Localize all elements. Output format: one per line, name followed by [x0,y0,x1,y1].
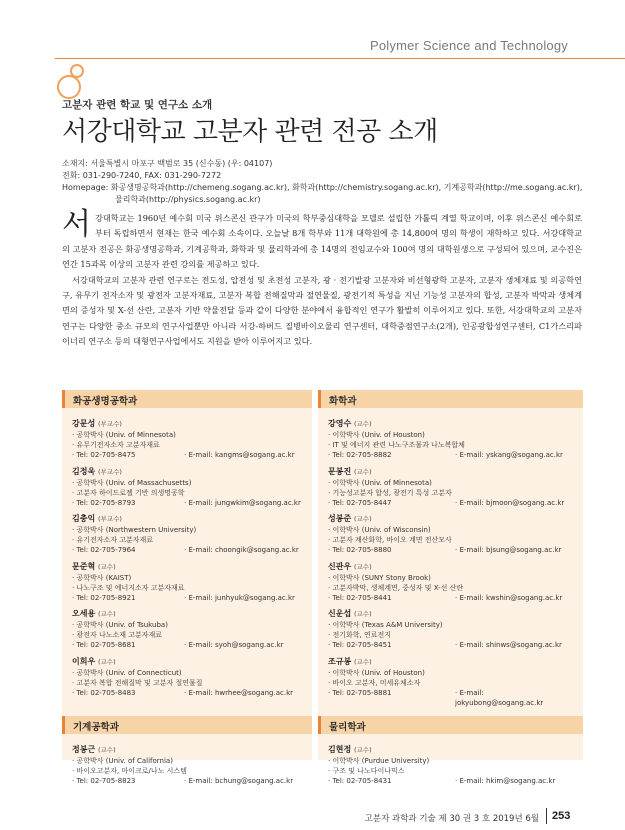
faculty-name-text: 김충익 [72,514,96,523]
faculty-contact [328,593,573,603]
faculty-entry [328,608,573,650]
faculty-name [328,418,573,430]
faculty-contact [72,545,302,555]
faculty-email[interactable]: · E-mail: shinws@sogang.ac.kr [455,641,562,649]
footer-journal: 고분자 과학과 기술 제 30 권 3 호 2019년 6월 [364,814,539,824]
faculty-detail: · 공학박사 (KAIST) [72,573,132,582]
faculty-name-text: 강문성 [72,419,96,428]
faculty-name-text: 문봉진 [328,466,352,476]
faculty-tel: · Tel: 02-705-8431 [328,777,392,785]
faculty-name-text: 김정욱 [72,466,96,476]
faculty-entry [72,608,302,650]
faculty-rank: (교수) [97,610,116,618]
faculty-detail: · 광전자 나노소재 고분자재료 [72,631,163,639]
header-accent [0,52,55,68]
faculty-email[interactable]: · E-mail: syoh@sogang.ac.kr [184,641,284,649]
faculty-email[interactable]: · E-mail: choongik@sogang.ac.kr [184,546,299,554]
journal-name: Polymer Science and Technology [370,38,568,53]
faculty-detail: · 공학박사 (Univ. of Connecticut) [72,668,182,677]
faculty-name-text: 문준혁 [72,561,96,571]
faculty-rank: (교수) [353,467,372,476]
faculty-detail: · 이학박사 (Purdue University) [328,757,430,765]
faculty-detail: · 유기전자소자 고분자재료 [72,536,154,544]
faculty-name [72,561,302,573]
faculty-detail: · 고분자박막, 생체계면, 중성자 및 X-선 산란 [328,583,464,592]
faculty-contact [328,545,573,555]
faculty-detail: · 고분자 복합 전해질막 및 고분자 절연물질 [72,678,203,687]
faculty-name-text: 조규봉 [328,656,352,666]
faculty-contact [72,776,302,786]
faculty-name [328,466,573,478]
faculty-detail: · 공학박사 (Univ. of Massachusetts) [72,478,192,487]
faculty-detail: · 유무기전자소자 고분자재료 [72,441,160,449]
faculty-rank: (부교수) [97,420,122,428]
faculty-email[interactable]: · E-mail: junhyuk@sogang.ac.kr [184,593,295,602]
faculty-entry [72,513,302,555]
faculty-contact [72,640,302,650]
faculty-entry [328,466,573,508]
faculty-entry [72,656,302,698]
faculty-entry [328,656,573,708]
faculty-name-text: 오세용 [72,609,96,618]
faculty-contact [328,450,573,460]
faculty-rank: (교수) [97,657,116,666]
faculty-name-text: 신운섭 [328,609,352,618]
faculty-detail: · 이학박사 (SUNY Stony Brook) [328,573,431,582]
faculty-entry [328,561,573,603]
faculty-tel: · Tel: 02-705-8447 [328,498,392,507]
faculty-detail: · 고분자 하이드로젤 기반 의생명공학 [72,488,185,497]
faculty-entry [72,561,302,603]
faculty-name [328,744,573,756]
faculty-email[interactable]: · E-mail: bchung@sogang.ac.kr [184,777,294,785]
faculty-detail: · IT 및 에너지 관련 나노구조물과 나노복합체 [328,441,465,449]
faculty-contact [328,688,573,708]
header-rule [55,58,625,59]
faculty-name [72,608,302,620]
faculty-tel: · Tel: 02-705-7964 [72,546,136,554]
faculty-contact [72,593,302,603]
faculty-contact [328,498,573,508]
faculty-name [328,608,573,620]
faculty-detail: · 고분자 계산화학, 바이오 계면 전산모사 [328,536,452,544]
faculty-name-text: 신관우 [328,561,352,571]
footer-divider [546,808,547,824]
faculty-tel: · Tel: 02-705-8441 [328,593,392,602]
faculty-email[interactable]: · E-mail: kangms@sogang.ac.kr [184,451,295,459]
contact-info [62,158,582,206]
faculty-tel: · Tel: 02-705-8921 [72,593,136,602]
faculty-rank: (교수) [353,746,372,754]
faculty-email[interactable]: · E-mail: jokyubong@sogang.ac.kr [455,688,544,707]
faculty-tel: · Tel: 02-705-8793 [72,498,136,507]
phone-fax: 전화: 031-290-7240, FAX: 031-290-7272 [62,171,222,180]
dept-mech-eng-header: 기계공학과 [62,716,312,734]
faculty-name [328,656,573,668]
dept-chemistry-header: 화학과 [318,390,583,408]
faculty-entry [328,418,573,460]
decorative-circle-small [70,64,84,78]
faculty-tel: · Tel: 02-705-8881 [328,688,392,697]
faculty-detail: · 구조 및 나노다이나믹스 [328,767,405,775]
address: 소재지: 서울특별시 마포구 백범로 35 (신수동) (우: 04107) [62,159,273,168]
intro-text [62,207,582,350]
homepage-links-cont[interactable]: 물리학과(http://physics.sogang.ac.kr) [115,195,261,204]
page-title: 서강대학교 고분자 관련 전공 소개 [62,117,438,147]
faculty-detail: · 공학박사 (Northwestern University) [72,526,197,534]
faculty-detail: · 공학박사 (Univ. of Tsukuba) [72,621,168,629]
faculty-entry [72,466,302,508]
faculty-detail: · 이학박사 (Univ. of Houston) [328,668,425,677]
faculty-detail: · 전기화학, 연료전지 [328,631,391,639]
faculty-entry [72,418,302,460]
homepage-links[interactable]: Homepage: 화공생명공학과(http://chemeng.sogang.ac.kr), 화학과(http://chemistry.sogang.ac.kr), 기계공학과(http://me.sogang.ac.kr), [62,183,583,192]
faculty-name [72,418,302,430]
faculty-email[interactable]: · E-mail: bjmoon@sogang.ac.kr [455,498,565,507]
faculty-name [72,466,302,478]
faculty-name-text: 강영수 [328,419,352,428]
decorative-circle [57,75,81,99]
drop-cap: 서 [62,207,91,242]
faculty-contact [328,776,573,786]
faculty-tel: · Tel: 02-705-8880 [328,546,392,554]
faculty-contact [72,450,302,460]
faculty-detail: · 공학박사 (Univ. of Minnesota) [72,431,176,439]
faculty-name [72,513,302,525]
faculty-name-text: 이희우 [72,656,96,666]
faculty-detail: · 공학박사 (Univ. of California) [72,757,173,765]
faculty-contact [328,640,573,650]
faculty-email[interactable]: · E-mail: hwrhee@sogang.ac.kr [184,688,294,697]
faculty-name-text: 성봉준 [328,514,352,523]
faculty-detail: · 나노구조 및 에너지소자 고분자재료 [72,583,185,592]
faculty-tel: · Tel: 02-705-8475 [72,451,136,459]
faculty-rank: (부교수) [97,467,122,476]
faculty-name [72,656,302,668]
faculty-contact [72,688,302,698]
faculty-name-text: 김현정 [328,745,352,754]
faculty-entry [328,513,573,555]
faculty-email[interactable]: · E-mail: bjsung@sogang.ac.kr [455,546,562,554]
intro-paragraph-2: 서강대학교의 고분자 관련 연구로는 전도성, 압전성 및 초전성 고분자, 광 · 전기발광 고분자와 비선형광학 고분자, 고분자 생체재료 및 의공학연구, 유무기 전자소자 및 광전자 고분자재료, 고분자 복합 전해질막과 절연물질, 광전기적 특성을 지닌 기능성 고분자의 합성, 고분자 박막과 생체계면의 증성자 및 X-선 산란, 고분자 기반 약물전달 등과 같이 다양한 분야에서 융합적인 연구가 활발히 이루어지고 있다. 또한, 서강대학교의 고분자 연구는 다양한 중소 규모의 연구사업뿐만 아니라 서강-하버드 질병바이오물리 연구센터, 대학중점연구소(2개), 인공광합성연구센터, C1가스리파이너리 연구소 등의 대형연구사업에서도 지원을 받아 이루어지고 있다. [62,274,582,347]
faculty-rank: (교수) [353,657,372,666]
faculty-entry [72,744,302,786]
faculty-name [328,561,573,573]
dept-physics-header: 물리학과 [318,716,583,734]
faculty-contact [72,498,302,508]
faculty-email[interactable]: · E-mail: kwshin@sogang.ac.kr [455,593,563,602]
faculty-tel: · Tel: 02-705-8451 [328,641,392,649]
faculty-rank: (교수) [353,562,372,571]
faculty-rank: (부교수) [97,515,122,523]
faculty-tel: · Tel: 02-705-8882 [328,451,392,459]
faculty-detail: · 바이오고분자, 마이크로/나노 시스템 [72,767,187,775]
faculty-email[interactable]: · E-mail: jungwkim@sogang.ac.kr [184,498,301,507]
faculty-tel: · Tel: 02-705-8681 [72,641,136,649]
faculty-name [72,744,302,756]
faculty-rank: (교수) [353,420,372,428]
faculty-name [328,513,573,525]
faculty-rank: (교수) [97,562,116,571]
section-kicker: 고분자 관련 학교 및 연구소 소개 [62,99,213,111]
page-number: 253 [552,810,571,822]
faculty-rank: (교수) [353,515,372,523]
faculty-email[interactable]: · E-mail: hkim@sogang.ac.kr [455,777,556,785]
faculty-email[interactable]: · E-mail: yskang@sogang.ac.kr [455,451,563,459]
faculty-tel: · Tel: 02-705-8483 [72,688,136,697]
faculty-rank: (교수) [97,746,116,754]
faculty-detail: · 이학박사 (Univ. of Minnesota) [328,478,432,487]
faculty-detail: · 이학박사 (Univ. of Houston) [328,431,425,439]
faculty-detail: · 이학박사 (Texas A&M University) [328,621,443,629]
faculty-rank: (교수) [353,610,372,618]
faculty-tel: · Tel: 02-705-8823 [72,777,136,785]
dept-chem-eng-header: 화공생명공학과 [62,390,312,408]
intro-paragraph-1: 강대학교는 1960년 예수회 미국 위스콘신 관구가 미국의 학부중심대학을 모델로 설립한 가톨릭 계열 학교이며, 이후 위스콘신 예수회로부터 독립하면서 현재는 한국 예수회 소속이다. 오늘날 8개 학부와 11개 대학원에 총 14,800여 명의 학생이 재학하고 있다. 서강대학교의 고분자 전공은 화공생명공학과, 기계공학과, 화학과 및 물리학과에 총 14명의 전임교수와 100여 명의 대학원생으로 구성되어 있으며, 교수진은 연간 15과목 이상의 고분자 관련 강의를 제공하고 있다. [62,213,582,270]
faculty-entry [328,744,573,786]
faculty-detail: · 이학박사 (Univ. of Wisconsin) [328,526,431,534]
faculty-name-text: 정봉근 [72,745,96,754]
faculty-detail: · 바이오 고분자, 미세유체소자 [328,678,421,687]
faculty-detail: · 기능성고분자 합성, 광전기 특성 고분자 [328,488,452,497]
